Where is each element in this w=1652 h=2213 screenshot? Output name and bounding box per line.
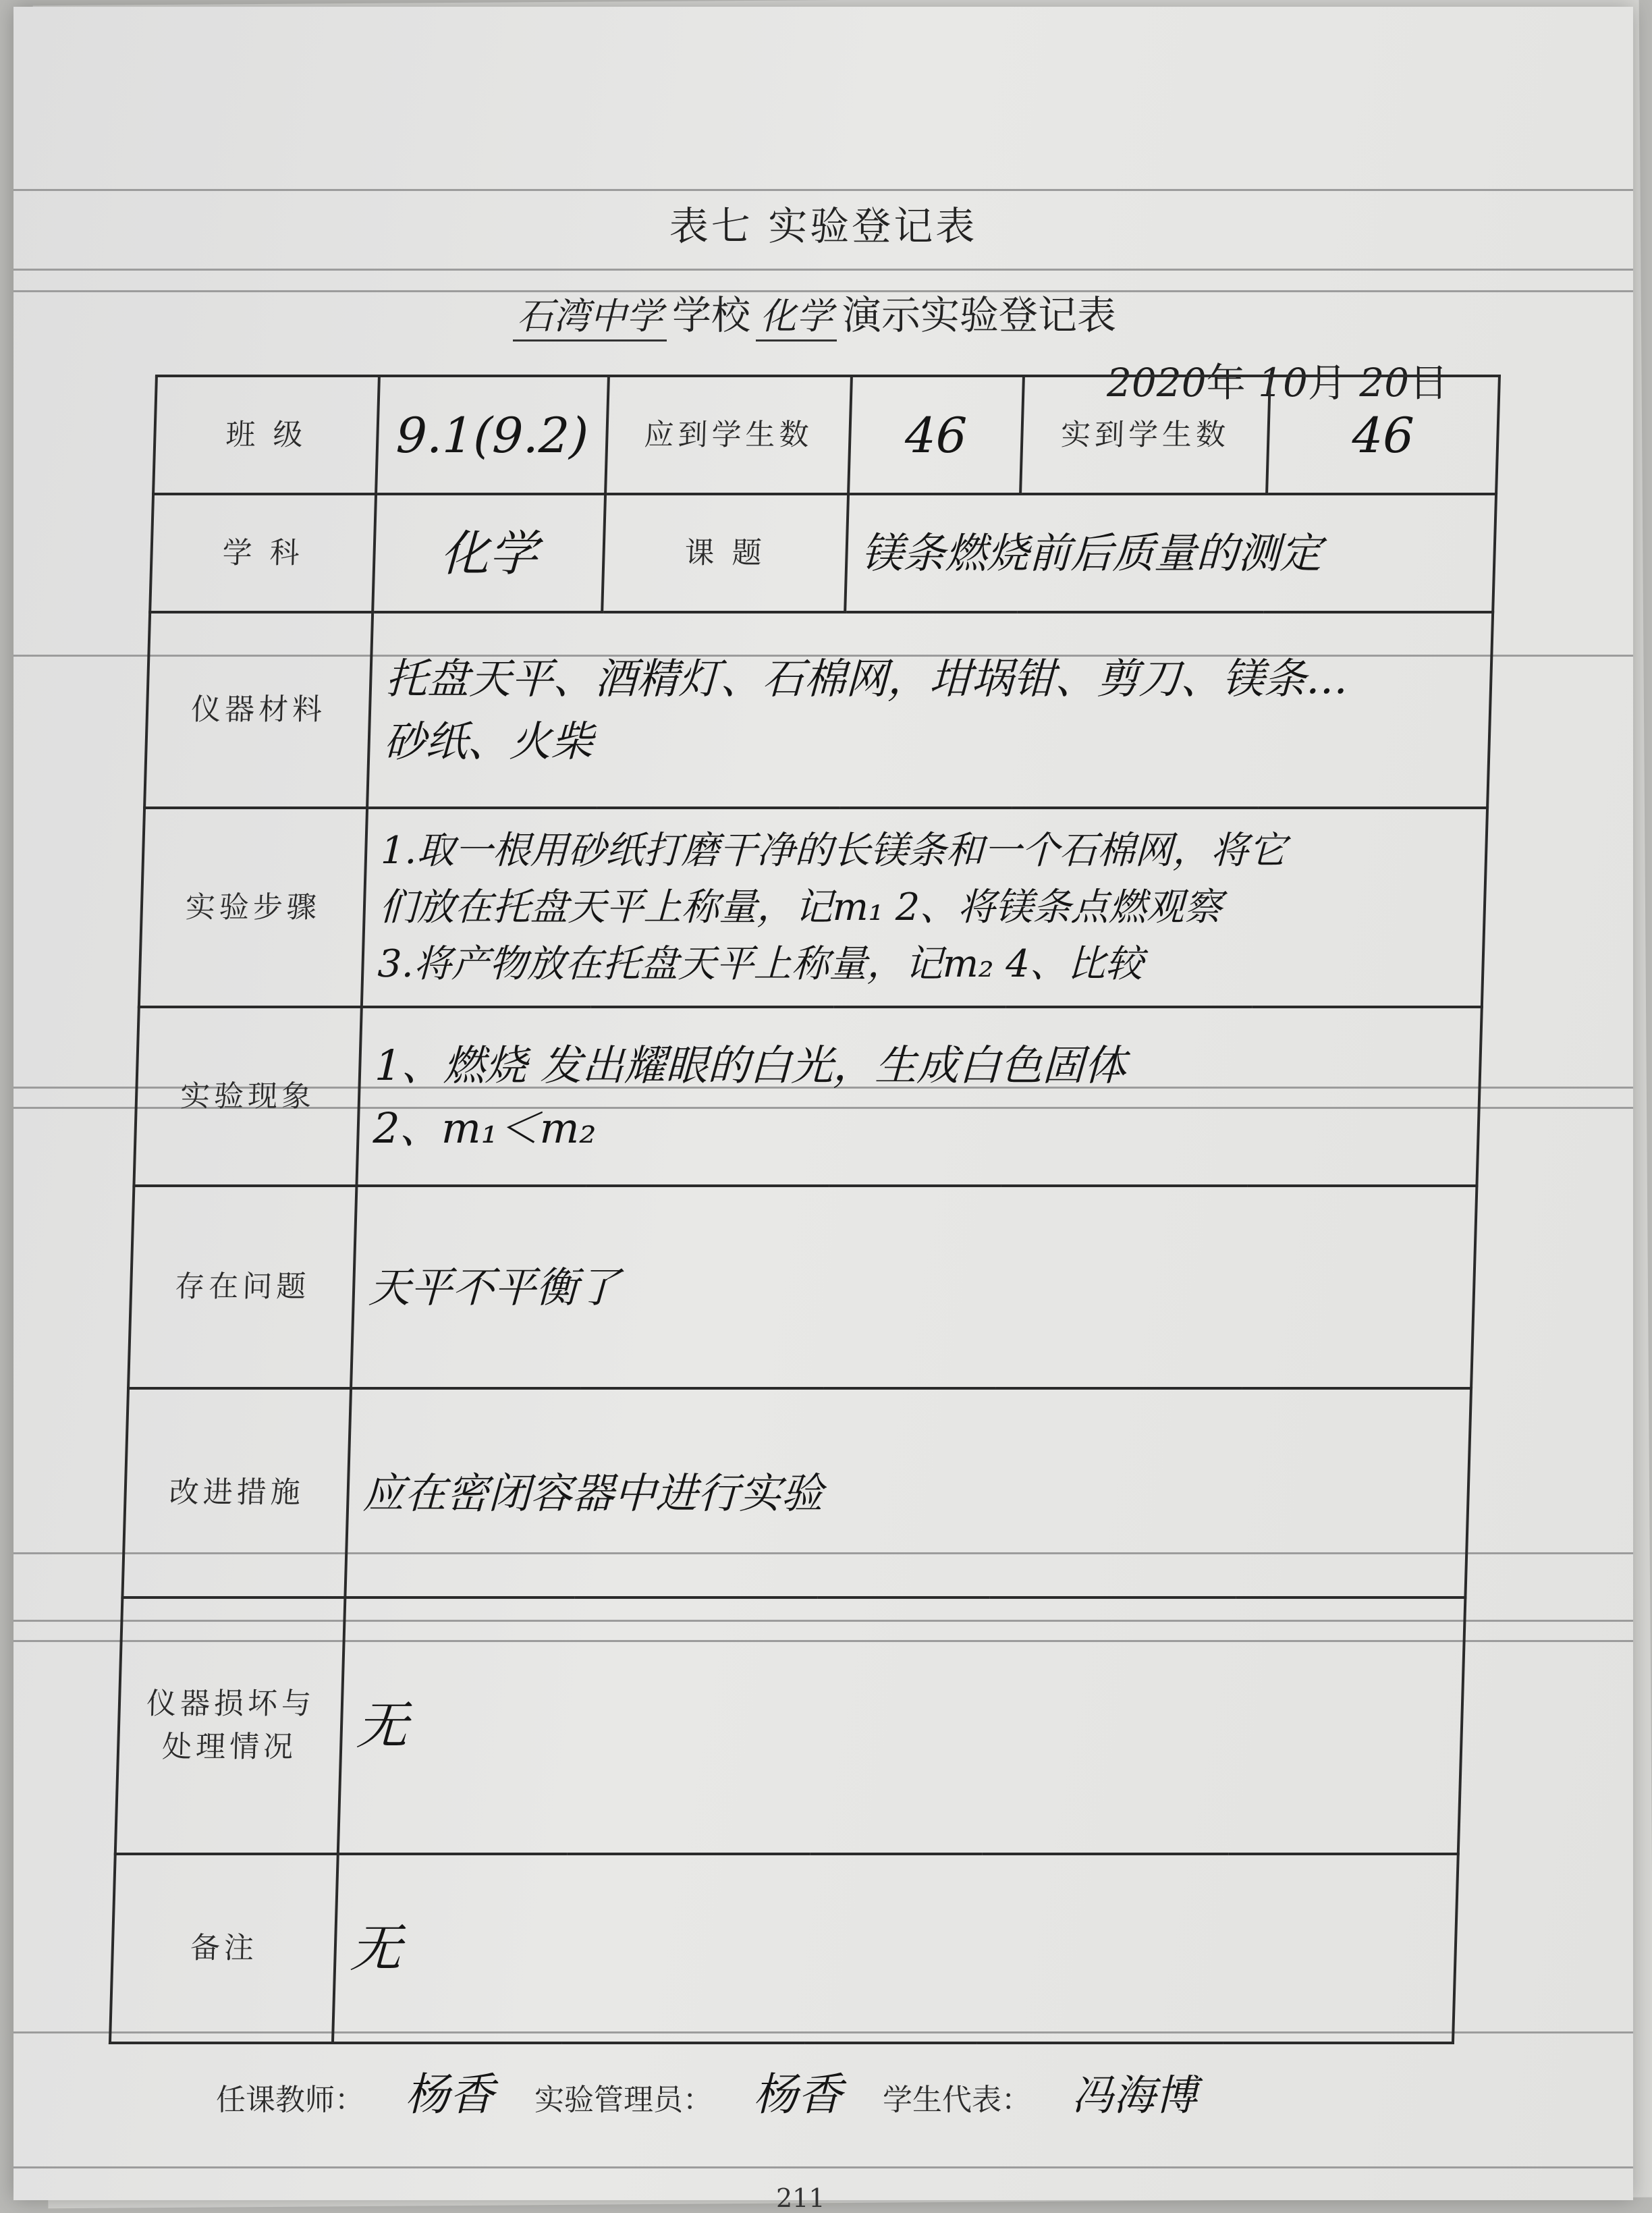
year-label: 年 bbox=[1206, 360, 1246, 406]
remarks-value: 无 bbox=[333, 1854, 1458, 2043]
month-label: 月 bbox=[1307, 360, 1347, 406]
admin-signature: 杨香 bbox=[753, 2069, 842, 2121]
phenomena-value bbox=[356, 1007, 1481, 1186]
form-subtitle bbox=[513, 283, 1116, 341]
expected-students-value: 46 bbox=[848, 376, 1024, 494]
improvement-value: 应在密闭容器中进行实验 bbox=[345, 1388, 1471, 1597]
steps-line-3: 3.将产物放在托盘天平上称量，记m₂ 4、比较 bbox=[377, 941, 1144, 986]
table-row bbox=[110, 1854, 1458, 2043]
page-number: 211 bbox=[776, 2183, 825, 2213]
equipment-value bbox=[367, 612, 1493, 808]
topic-value: 镁条燃烧前后质量的测定 bbox=[845, 494, 1496, 612]
teacher-signature: 杨香 bbox=[405, 2069, 494, 2121]
table-row bbox=[122, 1388, 1471, 1597]
equipment-line-2: 砂纸、火柴 bbox=[383, 717, 594, 766]
ruled-line bbox=[13, 269, 1633, 271]
table-row bbox=[139, 808, 1487, 1007]
subject-value: 化学 bbox=[373, 494, 605, 612]
teacher-label: 任课教师： bbox=[216, 2083, 364, 2117]
actual-students-value: 46 bbox=[1267, 376, 1499, 494]
actual-students-label: 实到学生数 bbox=[1020, 376, 1270, 494]
signature-row bbox=[216, 2058, 1498, 2123]
equipment-line-1: 托盘天平、酒精灯、石棉网，坩埚钳、剪刀、镁条… bbox=[385, 654, 1349, 703]
equipment-label: 仪器材料 bbox=[144, 612, 373, 808]
admin-label: 实验管理员： bbox=[534, 2083, 713, 2117]
student-rep-label: 学生代表： bbox=[883, 2083, 1031, 2117]
form-title: 表七 实验登记表 bbox=[669, 203, 978, 249]
ruled-line bbox=[13, 2166, 1633, 2168]
table-row bbox=[144, 612, 1493, 808]
student-rep-signature: 冯海博 bbox=[1072, 2071, 1198, 2120]
problems-label: 存在问题 bbox=[128, 1186, 356, 1388]
class-label: 班 级 bbox=[153, 376, 379, 494]
damage-label: 仪器损坏与处理情况 bbox=[115, 1597, 346, 1854]
table-row bbox=[150, 494, 1496, 612]
expected-students-label: 应到学生数 bbox=[605, 376, 852, 494]
date-year: 2020 bbox=[1107, 360, 1207, 406]
phenomena-line-2: 2、m₁＜m₂ bbox=[372, 1103, 597, 1153]
experiment-record-table bbox=[109, 375, 1501, 2044]
improvement-label: 改进措施 bbox=[122, 1388, 351, 1597]
topic-label: 课 题 bbox=[602, 494, 848, 612]
steps-line-1: 1.取一根用砂纸打磨干净的长镁条和一个石棉网，将它 bbox=[380, 828, 1287, 873]
remarks-label: 备注 bbox=[110, 1854, 338, 2043]
table-row bbox=[134, 1007, 1481, 1186]
table-row bbox=[128, 1186, 1477, 1388]
school-name: 石湾中学 bbox=[513, 288, 667, 341]
phenomena-label: 实验现象 bbox=[134, 1007, 361, 1186]
problems-value: 天平不平衡了 bbox=[351, 1186, 1477, 1388]
class-value: 9.1(9.2) bbox=[376, 376, 609, 494]
school-suffix: 学校 bbox=[672, 292, 751, 338]
phenomena-line-1: 1、燃烧 发出耀眼的白光，生成白色固体 bbox=[374, 1040, 1127, 1090]
table-row bbox=[115, 1597, 1466, 1854]
steps-value bbox=[362, 808, 1487, 1007]
day-label: 日 bbox=[1409, 360, 1449, 406]
date-month: 10 bbox=[1258, 360, 1308, 406]
table-row bbox=[153, 376, 1499, 494]
subject-fill: 化学 bbox=[756, 288, 837, 341]
subtitle-suffix: 演示实验登记表 bbox=[842, 292, 1117, 338]
ruled-line bbox=[13, 189, 1633, 191]
date-day: 20 bbox=[1359, 360, 1410, 406]
steps-label: 实验步骤 bbox=[139, 808, 367, 1007]
paper-sheet bbox=[13, 7, 1633, 2213]
damage-value: 无 bbox=[338, 1597, 1466, 1854]
subject-label: 学 科 bbox=[150, 494, 376, 612]
steps-line-2: 们放在托盘天平上称量，记m₁ 2、将镁条点燃观察 bbox=[379, 885, 1223, 929]
